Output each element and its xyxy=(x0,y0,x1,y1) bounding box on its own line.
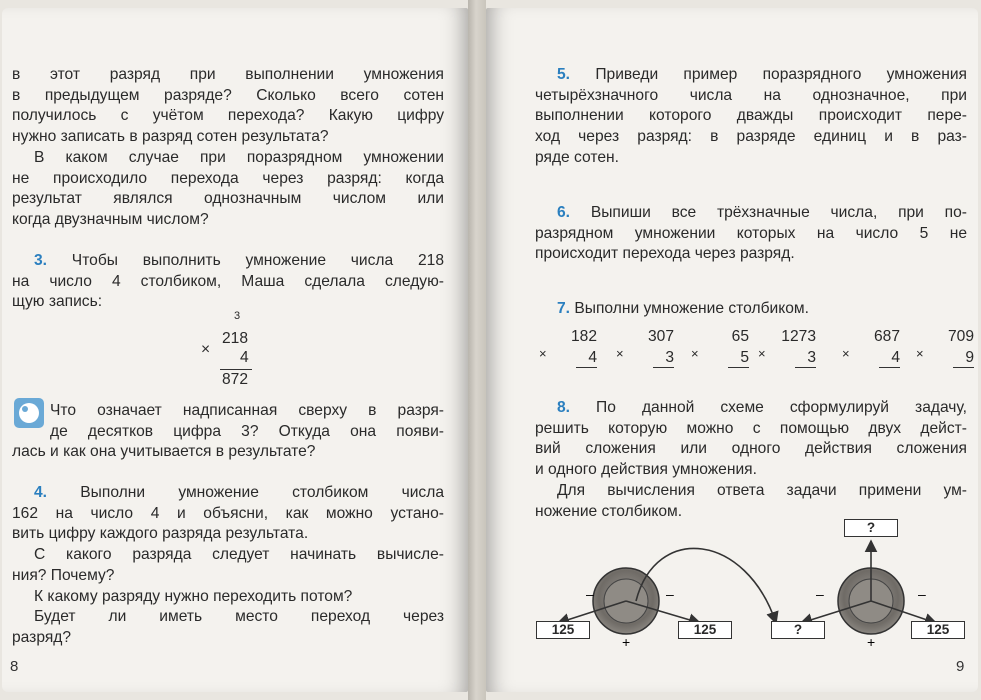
text-line: получилось с учётом перехода? Какую цифру xyxy=(12,107,444,125)
text-line: лась и как она учитывается в результате? xyxy=(12,443,316,460)
multiplication-example xyxy=(758,328,816,376)
value-box: 125 xyxy=(678,621,732,639)
task-7: 7. Выполни умножение столбиком. xyxy=(557,300,809,317)
multiplicand: 687 xyxy=(873,328,900,345)
text-line: 162 на число 4 и объясни, как можно устано- xyxy=(12,504,444,522)
unknown-box: ? xyxy=(771,621,825,639)
text-line: ножение столбиком. xyxy=(535,502,683,520)
multiplicand: 65 xyxy=(731,328,749,345)
task-5 xyxy=(535,65,967,169)
task-3-question xyxy=(50,401,444,442)
text-line: Что означает надписанная сверху в разря- xyxy=(50,402,444,419)
multiply-sign: × xyxy=(616,346,624,361)
page-number: 8 xyxy=(10,658,19,675)
text-line: 6. Выпиши все трёхзначные числа, при по- xyxy=(557,204,967,221)
text-line: и одного действия умножения. xyxy=(535,461,757,479)
text-line: ход через разряд: в разряде единиц и в раз- xyxy=(535,128,967,146)
text-line: результат являлся однозначным числом или xyxy=(12,190,444,208)
multiplication-example xyxy=(916,328,974,376)
multiplicand: 1273 xyxy=(781,328,816,345)
multiplier: 4 xyxy=(879,349,900,368)
multiplication-example xyxy=(616,328,674,376)
text-line: 8. По данной схеме сформулируй задачу, xyxy=(557,399,967,416)
multiplication-example xyxy=(842,328,900,376)
multiply-sign: × xyxy=(201,341,211,358)
multiplication-example xyxy=(691,328,749,376)
left-page xyxy=(2,8,468,692)
minus-sign: – xyxy=(816,586,824,602)
text-line: 3. Чтобы выполнить умножение числа 218 xyxy=(34,252,444,269)
text-line: В каком случае при поразрядном умножении xyxy=(34,148,444,166)
multiply-sign: × xyxy=(691,346,699,361)
text-line: Для вычисления ответа задачи примени ум- xyxy=(557,481,967,499)
text-line: К какому разряду нужно переходить потом? xyxy=(34,587,353,605)
multiplier: 3 xyxy=(653,349,674,368)
text-line: ряде сотен. xyxy=(535,148,619,166)
task-number: 5. xyxy=(557,66,571,83)
multiply-sign: × xyxy=(916,346,924,361)
multiplicand: 182 xyxy=(570,328,597,345)
value-box: 125 xyxy=(536,621,590,639)
text-line: де десятков цифра 3? Откуда она появи- xyxy=(50,422,444,440)
text-line: в этот разряд при выполнении умножения xyxy=(12,66,444,83)
multiplier: 4 xyxy=(576,349,597,368)
multiplier: 3 xyxy=(795,349,816,368)
task-number: 4. xyxy=(34,484,48,501)
text-line: выполнении которого дважды происходит пере- xyxy=(535,107,967,125)
text-line: нужно записать в разряд сотен результата? xyxy=(12,128,329,146)
task-3 xyxy=(12,251,444,313)
text-line: С какого разряда следует начинать вычисле- xyxy=(34,546,444,564)
multiplicand: 709 xyxy=(947,328,974,345)
question-icon xyxy=(14,398,44,428)
text-line: вить цифру каждого разряда результата. xyxy=(12,525,309,543)
plus-sign: + xyxy=(622,634,631,650)
plus-sign: + xyxy=(867,634,876,650)
multiply-sign: × xyxy=(539,346,547,361)
unknown-box: ? xyxy=(844,519,898,537)
text-line: на число 4 столбиком, Маша сделала следую- xyxy=(12,272,444,290)
text-line: вий сложения или одного действия сложения xyxy=(535,440,967,458)
text-line: происходит перехода через разряд. xyxy=(535,245,795,263)
minus-sign: – xyxy=(586,586,594,602)
page-number: 9 xyxy=(956,658,965,675)
text-line: щую запись: xyxy=(12,293,103,311)
text-line: четырёхзначного числа на однозначное, при xyxy=(535,86,967,104)
text-line: ния? Почему? xyxy=(12,566,115,584)
text-line: когда двузначным числом? xyxy=(12,210,209,228)
text-line: в предыдущем разряде? Сколько всего сотен xyxy=(12,86,444,104)
multiplier: 9 xyxy=(953,349,974,368)
text-line: не происходило перехода через разряд: когда xyxy=(12,169,444,187)
multiplier: 4 xyxy=(240,349,249,366)
minus-sign: – xyxy=(666,586,674,602)
minus-sign: – xyxy=(918,586,926,602)
multiply-sign: × xyxy=(758,346,766,361)
text-line: 5. Приведи пример поразрядного умножения xyxy=(557,66,967,83)
task-6 xyxy=(535,203,967,265)
task-number: 3. xyxy=(34,252,48,269)
product: 872 xyxy=(222,371,249,388)
book-spine xyxy=(468,0,486,700)
carry-digit: 3 xyxy=(234,310,241,322)
multiplicand: 307 xyxy=(647,328,674,345)
text-line: разряд? xyxy=(12,628,72,646)
value-box: 125 xyxy=(911,621,965,639)
task-8 xyxy=(535,398,967,522)
multiplication-example xyxy=(539,328,597,376)
text-line: решить которую можно с помощью двух дейст- xyxy=(535,419,967,437)
text-line: Будет ли иметь место переход через xyxy=(34,608,444,626)
multiplicand: 218 xyxy=(222,330,249,347)
text-line: 4. Выполни умножение столбиком числа xyxy=(34,484,444,501)
task-number: 6. xyxy=(557,204,571,221)
right-page xyxy=(486,8,978,692)
intro-text xyxy=(12,65,444,231)
task-number: 8. xyxy=(557,399,571,416)
multiplier: 5 xyxy=(728,349,749,368)
text-line: разрядном умножении которых на число 5 не xyxy=(535,224,967,242)
task-4 xyxy=(12,483,444,649)
task-number: 7. xyxy=(557,300,571,317)
multiply-sign: × xyxy=(842,346,850,361)
